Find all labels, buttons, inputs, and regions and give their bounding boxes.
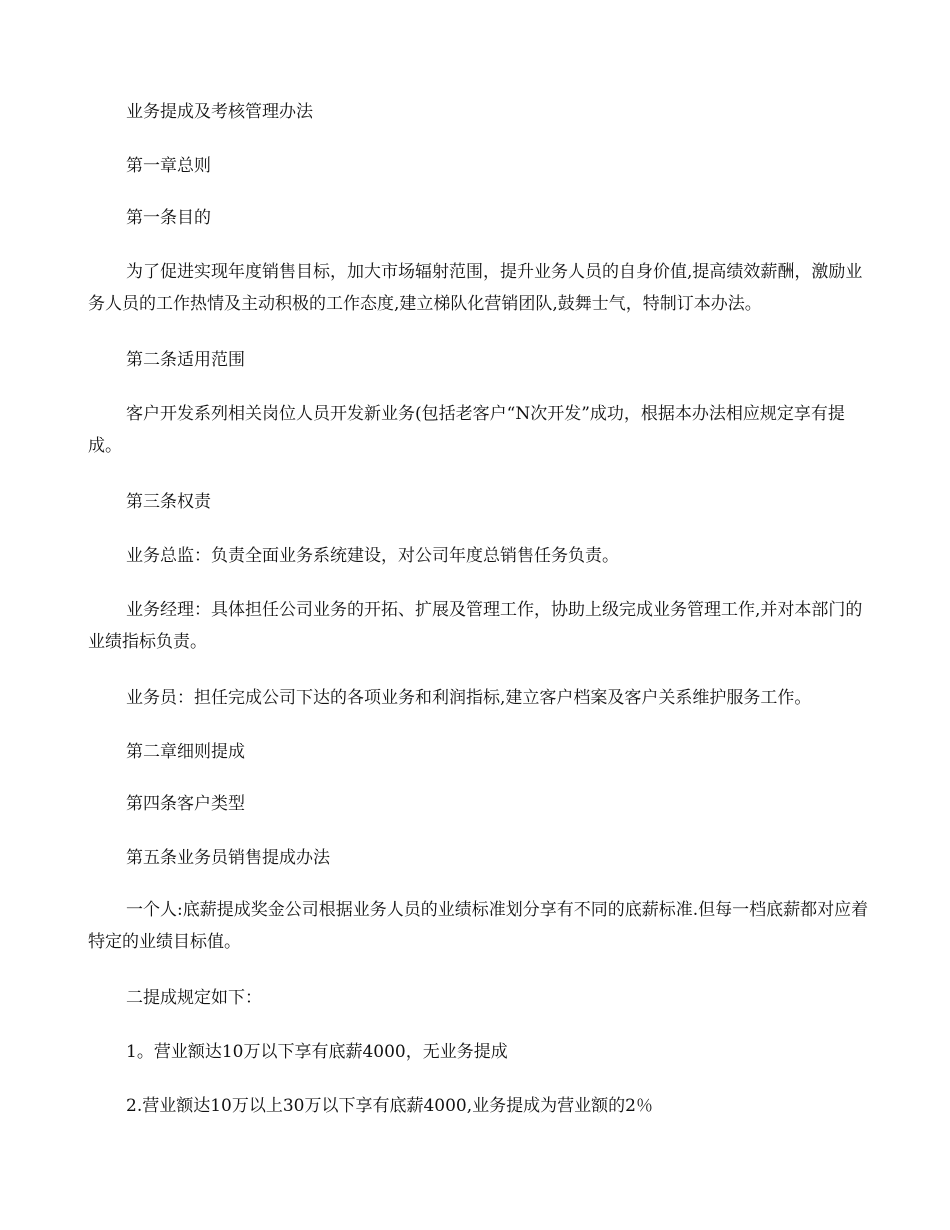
article-heading: 第五条业务员销售提成办法 [126, 848, 330, 868]
body-paragraph: 业务总监：负责全面业务系统建设，对公司年度总销售任务负责。 [126, 546, 619, 566]
chapter-heading: 第二章细则提成 [126, 742, 245, 762]
body-paragraph: 业务员：担任完成公司下达的各项业务和利润指标,建立客户档案及客户关系维护服务工作。 [126, 688, 812, 708]
list-item: 1。营业额达10万以下享有底薪4000，无业务提成 [126, 1042, 508, 1062]
article-heading: 第四条客户类型 [126, 794, 245, 814]
body-paragraph: 业务经理：具体担任公司业务的开拓、扩展及管理工作，协助上级完成业务管理工作,并对本部门的业绩指标负责。 [88, 600, 863, 652]
chapter-heading: 第一章总则 [126, 156, 211, 176]
body-paragraph: 二提成规定如下： [126, 988, 262, 1008]
article-heading: 第二条适用范围 [126, 350, 245, 370]
body-paragraph: 为了促进实现年度销售目标，加大市场辐射范围，提升业务人员的自身价值,提高绩效薪酬，激励业务人员的工作热情及主动积极的工作态度,建立梯队化营销团队,鼓舞士气，特制订本办法。 [88, 262, 863, 314]
document-title: 业务提成及考核管理办法 [126, 102, 313, 122]
article-heading: 第一条目的 [126, 208, 211, 228]
list-item: 2.营业额达10万以上30万以下享有底薪4000,业务提成为营业额的2％ [126, 1096, 653, 1116]
body-paragraph: 客户开发系列相关岗位人员开发新业务(包括老客户“N次开发”成功，根据本办法相应规定享有提成。 [88, 404, 845, 456]
article-heading: 第三条权责 [126, 492, 211, 512]
body-paragraph: 一个人:底薪提成奖金公司根据业务人员的业绩标准划分享有不同的底薪标准.但每一档底薪都对应着特定的业绩目标值。 [88, 900, 869, 952]
